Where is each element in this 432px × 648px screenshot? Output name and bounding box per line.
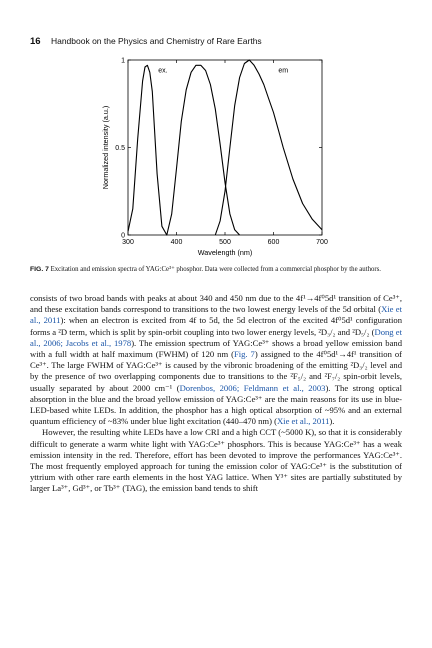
x-tick-label: 400 xyxy=(170,239,183,246)
y-tick-label: 0.5 xyxy=(115,145,125,152)
y-axis-label: Normalized intensity (a.u.) xyxy=(101,105,110,190)
citation-link[interactable]: Dorenbos, 2006; Feldmann et al., 2003 xyxy=(179,382,326,393)
body-text xyxy=(30,293,402,495)
x-tick-label: 300 xyxy=(122,239,134,246)
citation-link[interactable]: Xie et al., 2011 xyxy=(276,416,330,427)
x-tick-label: 700 xyxy=(316,239,328,246)
x-tick-label: 600 xyxy=(267,239,280,246)
paragraph-2: However, the resulting white LEDs have a low CRI and a high CCT (~5000 K), so that it is considerably difficult to generate a warm white light with YAG:Ce³⁺ phosphors. This is because YAG:Ce³⁺ has a weak emission intensity in the red. Therefore, effort has been devoted to improve the performances YAG:Ce³⁺. The most frequently employed approach for tuning the emission color of YAG:Ce³⁺ is the substitution of yttrium with other rare earth elements in the host YAG lattice. When Y³⁺ sites are partially substituted by larger La³⁺, Gd³⁺, or Tb³⁺ (TAG), the emission band tends to shift xyxy=(30,427,403,494)
chart-lines xyxy=(128,60,322,235)
text-run: ). The strong optical absorption in the blue and the broad yellow emission of YAG:Ce³⁺ are the main reasons for its use in blue-LED-based white LEDs. In addition, the phosphor has a high optical absorption of ~95% and an external quantum efficiency of ~83% under blue light excitation (440–470 nm) ( xyxy=(30,382,402,427)
figure-caption-text: Excitation and emission spectra of YAG:Ce³⁺ phosphor. Data were collected from a commercial phosphor by the authors. xyxy=(50,266,381,273)
figure-caption xyxy=(30,265,402,274)
figure-reference-link[interactable]: Fig. 7 xyxy=(233,349,255,360)
text-run: ): when an electron is excited from 4f to 5d, the 5d electron of the excited 4f⁰5d¹ configuration forms a ²D term, which is split by spin-orbit coupling into two lower energy levels, ²D₃/₂ and ²D₅/₂ ( xyxy=(30,315,403,337)
y-tick-label: 0 xyxy=(121,232,125,240)
y-tick-label: 1 xyxy=(121,57,125,65)
text-run: ). The emission spectrum of YAG:Ce³⁺ shows a broad yellow emission band with a full width at half maximum (FWHM) of 120 nm ( xyxy=(30,337,402,360)
text-run: ). xyxy=(329,416,335,427)
annotation-ex: ex. xyxy=(158,67,168,75)
x-tick-label: 500 xyxy=(219,239,231,246)
plot-frame xyxy=(128,60,322,235)
citation-link[interactable]: Dong et al., 2006; Jacobs et al., 1978 xyxy=(30,326,402,348)
citation-link[interactable]: Xie et al., 2011 xyxy=(30,304,402,326)
chart-axes xyxy=(128,60,322,235)
figure-label: FIG. 7 xyxy=(30,266,49,273)
book-title: Handbook on the Physics and Chemistry of Rare Earths xyxy=(50,36,262,46)
figure-7-chart xyxy=(0,0,432,262)
series-line-1 xyxy=(128,65,240,235)
page-number: 16 xyxy=(30,36,41,47)
annotation-em: em xyxy=(278,67,289,75)
x-axis-label: Wavelength (nm) xyxy=(197,248,253,257)
text-run: consists of two broad bands with peaks at about 340 and 450 nm due to the 4f¹→4f⁰5d¹ transition of Ce³⁺, and these excitation bands correspond to transitions to the two lowest energy levels of the 5d orbital ( xyxy=(30,293,402,315)
paragraph-1 xyxy=(30,293,402,427)
text-run: ) assigned to the 4f⁰5d¹→4f¹ transition of Ce³⁺. The large FWHM of YAG:Ce³⁺ is caused by the vibronic broadening of the emitting ²D₃/₂ level and by the presence of two overlapping components due to transitions to the ²F₅/₂ and ²F₇/₂ spin-orbit levels, usually separated by about 2000 cm⁻¹ ( xyxy=(30,349,402,393)
series-line-2 xyxy=(215,60,322,235)
